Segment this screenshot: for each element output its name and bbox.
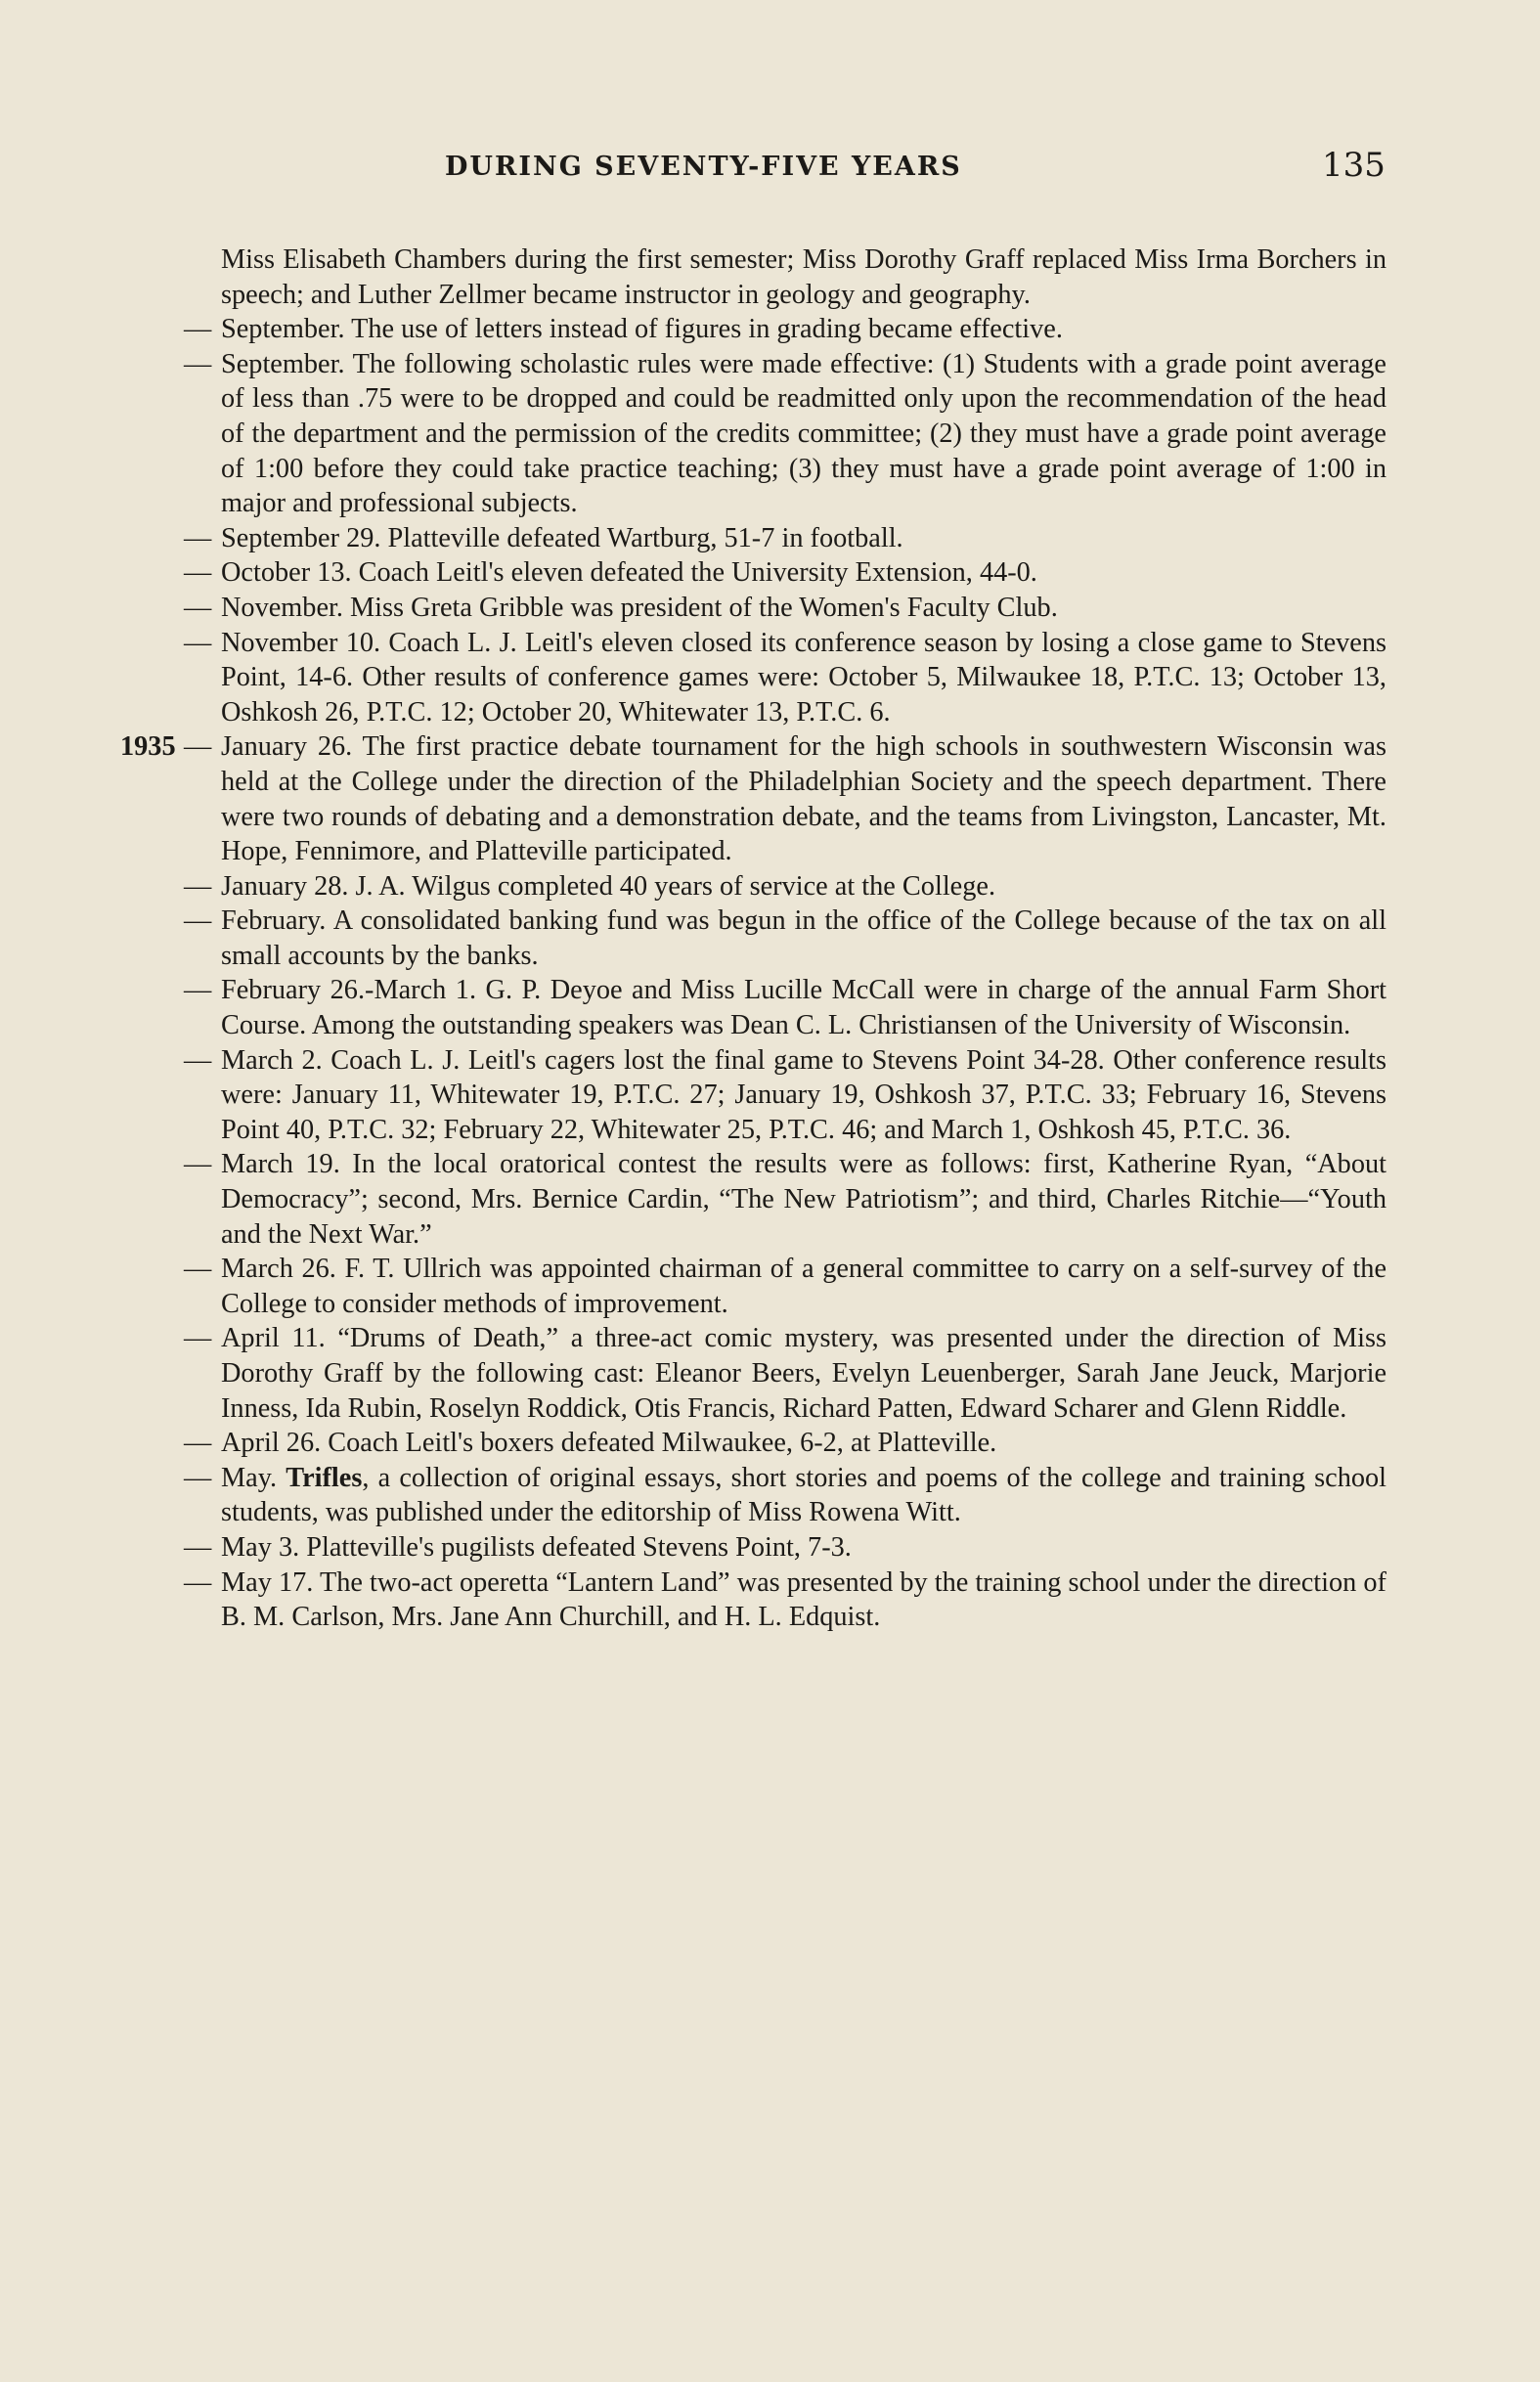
entry-text: April 11. “Drums of Death,” a three-act comic mystery, was presented under the direction of Miss Dorothy Graff by the following cast: Eleanor Beers, Evelyn Leuenberger, Sarah Jane Jeuck, Marjorie Inness, Ida Rubin, Roselyn Roddick, Otis Francis, Richard Patten, Edward Scharer and Glenn Riddle. — [221, 1323, 1386, 1424]
entry-dash: — — [184, 1044, 212, 1076]
entry-text: April 26. Coach Leitl's boxers defeated Milwaukee, 6-2, at Platteville. — [221, 1428, 997, 1459]
entry-dash: — — [184, 1323, 212, 1354]
entry-dash: — — [184, 1149, 212, 1180]
entry-dash: — — [184, 557, 212, 589]
entry-text: January 28. J. A. Wilgus completed 40 years of service at the College. — [221, 870, 996, 902]
chronology-entry — [184, 521, 1386, 556]
chronology-entry — [184, 555, 1386, 591]
chronology-entry — [184, 243, 1386, 312]
chronology-entry — [184, 1147, 1386, 1252]
chronology-entry — [184, 1461, 1386, 1530]
entry-dash: — — [184, 1254, 212, 1285]
entry-text: March 19. In the local oratorical contest the results were as follows: first, Katherine Ryan, “About Democracy”; second, Mrs. Bernice Cardin, “The New Patriotism”; and third, Charles Ritchie—“Youth and the Next War.” — [221, 1149, 1386, 1250]
entry-text: February. A consolidated banking fund was begun in the office of the College because of the tax on all small accounts by the banks. — [221, 905, 1386, 971]
entry-dash: — — [184, 1531, 212, 1563]
chronology-entry — [184, 869, 1386, 904]
entry-dash: — — [184, 592, 212, 623]
publication-title: Trifles — [286, 1462, 363, 1493]
chronology-text — [120, 243, 1387, 1635]
chronology-entry — [184, 1426, 1386, 1461]
chronology-entry — [184, 973, 1386, 1042]
chronology-entry — [184, 312, 1386, 347]
chronology-entry — [184, 1530, 1386, 1566]
running-head — [0, 146, 1540, 200]
chronology-entry — [184, 1566, 1386, 1635]
entry-dash: — — [184, 905, 212, 937]
chronology-entry — [184, 626, 1386, 730]
entry-lead: May. — [221, 1462, 286, 1493]
entry-text: Miss Elisabeth Chambers during the first semester; Miss Dorothy Graff replaced Miss Irma Borchers in speech; and Luther Zellmer became instructor in geology and geography. — [221, 244, 1386, 310]
chronology-entry — [184, 1252, 1386, 1321]
entry-text: November. Miss Greta Gribble was president of the Women's Faculty Club. — [221, 592, 1058, 623]
entry-text: September. The following scholastic rules were made effective: (1) Students with a grade point average of less than .75 were to be dropped and could be readmitted only upon the recommendation of the head of the department and the permission of the credits committee; (2) they must have a grade point average of 1:00 before they could take practice teaching; (3) they must have a grade point average of 1:00 in major and professional subjects. — [221, 348, 1386, 519]
entry-dash: — — [184, 348, 212, 379]
entry-text: March 26. F. T. Ullrich was appointed chairman of a general committee to carry on a self-survey of the College to consider methods of improvement. — [221, 1254, 1386, 1319]
entry-dash: — — [184, 627, 212, 658]
entry-text: September 29. Platteville defeated Wartburg, 51-7 in football. — [221, 522, 903, 553]
entry-text: May 3. Platteville's pugilists defeated Stevens Point, 7-3. — [221, 1531, 852, 1563]
entry-dash: — — [184, 522, 212, 553]
entry-dash: — — [184, 1428, 212, 1459]
chronology-entry — [184, 904, 1386, 973]
chronology-entry — [184, 1043, 1386, 1148]
entry-dash: — — [184, 731, 212, 763]
chronology-entry — [184, 1321, 1386, 1426]
entry-dash: — — [184, 870, 212, 902]
entry-text: February 26.-March 1. G. P. Deyoe and Miss Lucille McCall were in charge of the annual Farm Short Course. Among the outstanding speakers was Dean C. L. Christiansen of the University of Wisconsin. — [221, 975, 1386, 1041]
entry-dash: — — [184, 314, 212, 345]
page-number: 135 — [1322, 146, 1386, 185]
chronology-entry — [184, 591, 1386, 626]
entry-text: January 26. The first practice debate tournament for the high schools in southwestern Wisconsin was held at the College under the direction of the Philadelphian Society and the speech department. There were two rounds of debating and a demonstration debate, and the teams from Livingston, Lancaster, Mt. Hope, Fennimore, and Platteville participated. — [221, 731, 1386, 867]
entry-text: May 17. The two-act operetta “Lantern Land” was presented by the training school under the direction of B. M. Carlson, Mrs. Jane Ann Churchill, and H. L. Edquist. — [221, 1566, 1386, 1633]
running-title: DURING SEVENTY-FIVE YEARS — [445, 152, 962, 182]
entry-dash: — — [184, 975, 212, 1006]
chronology-entry — [120, 729, 1386, 868]
year-label: 1935 — [120, 731, 176, 763]
entry-text: November 10. Coach L. J. Leitl's eleven closed its conference season by losing a close game to Stevens Point, 14-6. Other results of conference games were: October 5, Milwaukee 18, P.T.C. 13; October 13, Oshkosh 26, P.T.C. 12; October 20, Whitewater 13, P.T.C. 6. — [221, 627, 1386, 728]
chronology-entry — [184, 347, 1386, 521]
entry-text: , a collection of original essays, short stories and poems of the college and training school students, was published under the editorship of Miss Rowena Witt. — [221, 1462, 1387, 1528]
entry-text: March 2. Coach L. J. Leitl's cagers lost the final game to Stevens Point 34-28. Other conference results were: January 11, Whitewater 19, P.T.C. 27; January 19, Oshkosh 37, P.T.C. 33; February 16, Stevens Point 40, P.T.C. 32; February 22, Whitewater 25, P.T.C. 46; and March 1, Oshkosh 45, P.T.C. 36. — [221, 1044, 1386, 1145]
entry-text: September. The use of letters instead of figures in grading became effective. — [221, 314, 1063, 345]
entry-dash: — — [184, 1462, 212, 1493]
entry-text: October 13. Coach Leitl's eleven defeated the University Extension, 44-0. — [221, 557, 1037, 589]
entry-dash: — — [184, 1566, 212, 1598]
